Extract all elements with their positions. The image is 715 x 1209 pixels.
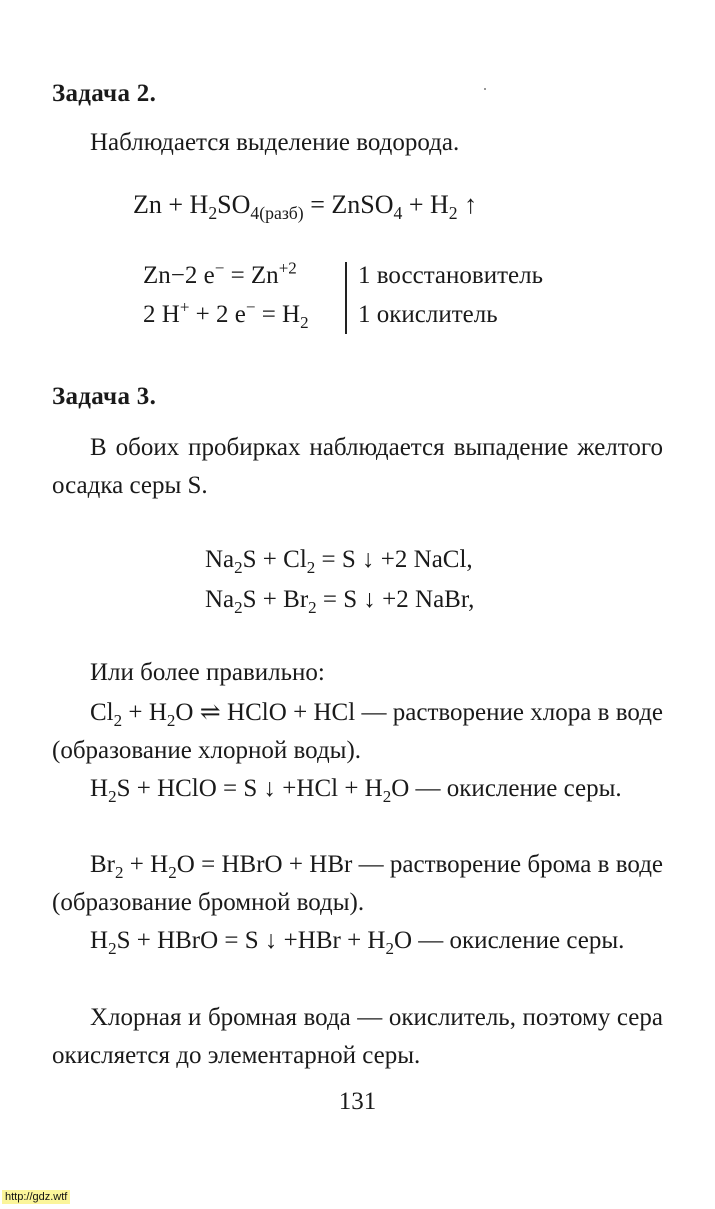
bromine-dissolution — [52, 846, 663, 922]
subscript: 2 — [115, 862, 124, 882]
subscript: 4 — [393, 203, 403, 224]
text-run: S + Br — [242, 586, 309, 613]
task2-heading: Задача 2. — [52, 80, 157, 107]
text-run: O = HBrO + HBr — растворение брома в воде (образование бромной воды). — [52, 851, 664, 916]
text-run: = S ↓ +2 NaCl, — [315, 546, 473, 573]
subscript: 2 — [108, 786, 117, 806]
half-reaction-reduction — [143, 296, 309, 334]
subscript: 2 — [306, 557, 316, 577]
text-run: Или более правильно: — [90, 659, 325, 686]
text-run: S + HClO = S ↓ +HCl + H — [116, 775, 383, 802]
text-run: H — [90, 775, 109, 802]
text-run: = ZnSO — [303, 190, 394, 219]
conclusion — [52, 999, 663, 1075]
text-run: + H — [122, 699, 167, 726]
subscript: 2 — [308, 597, 317, 617]
text-run: 1 окислитель — [358, 301, 498, 328]
text-run: = Zn — [224, 262, 279, 289]
more-correct-label — [52, 654, 663, 692]
watermark-link[interactable]: http://gdz.wtf — [2, 1190, 70, 1204]
text-run: O — окисление серы. — [391, 775, 622, 802]
chlorine-dissolution — [52, 694, 663, 770]
subscript: 2 — [300, 312, 309, 332]
text-run: Хлорная и бромная вода — окислитель, поэтому сера окисляется до элементарной серы. — [52, 1004, 663, 1069]
superscript: − — [245, 297, 256, 317]
subscript: 2 — [234, 597, 243, 617]
superscript: +2 — [278, 258, 297, 278]
text-run: Na — [205, 546, 235, 573]
task2-equation — [133, 186, 477, 224]
text-run: + H — [123, 851, 169, 878]
text-run: SO — [217, 190, 251, 219]
subscript: 2 — [113, 710, 123, 730]
h2s-hbro-oxidation — [52, 922, 663, 960]
text-run: = S ↓ +2 NaBr, — [316, 586, 475, 613]
subscript: 4(разб) — [250, 203, 304, 224]
text-run: Cl — [90, 699, 114, 726]
text-run: S + HBrO = S ↓ +HBr + H — [116, 927, 386, 954]
superscript: + — [179, 297, 190, 317]
subscript: 2 — [234, 557, 243, 577]
half-reaction-oxidation-role — [358, 257, 543, 295]
text-run: Zn + H — [133, 190, 209, 219]
subscript: 2 — [166, 710, 176, 730]
half-reaction-reduction-role — [358, 296, 498, 334]
text-run: В обоих пробирках наблюдается выпадение желтого осадка серы S. — [52, 434, 663, 499]
task3-heading: Задача 3. — [52, 383, 157, 410]
text-run: Наблюдается выделение водорода. — [90, 129, 460, 156]
equation-na2s-br2 — [205, 581, 474, 619]
task3-observation — [52, 429, 663, 505]
subscript: 2 — [382, 786, 392, 806]
text-run: + H — [402, 190, 449, 219]
text-run: 2 H — [143, 301, 180, 328]
task2-observation — [52, 124, 663, 162]
text-run: Zn−2 e — [143, 262, 215, 289]
subscript: 2 — [448, 203, 458, 224]
superscript: − — [214, 258, 225, 278]
half-reaction-oxidation — [143, 257, 297, 295]
text-run: O — окисление серы. — [393, 927, 625, 954]
text-run: Br — [90, 851, 115, 878]
scan-speck — [484, 88, 486, 90]
text-run: ↑ — [457, 190, 478, 219]
subscript: 2 — [208, 203, 218, 224]
text-run: Na — [205, 586, 235, 613]
text-run: H — [90, 927, 109, 954]
text-run: O ⇌ HClO + HCl — растворение хлора в воде (образование хлорной воды). — [52, 699, 664, 764]
text-run: + 2 e — [189, 301, 246, 328]
electron-balance-divider — [345, 262, 347, 334]
subscript: 2 — [108, 938, 117, 958]
equation-na2s-cl2 — [205, 541, 473, 579]
page-number: 131 — [338, 1088, 377, 1115]
h2s-hclo-oxidation — [52, 770, 663, 808]
text-run: S + Cl — [242, 546, 307, 573]
text-run: 1 восстановитель — [358, 262, 543, 289]
subscript: 2 — [385, 938, 394, 958]
subscript: 2 — [168, 862, 177, 882]
text-run: = H — [255, 301, 301, 328]
